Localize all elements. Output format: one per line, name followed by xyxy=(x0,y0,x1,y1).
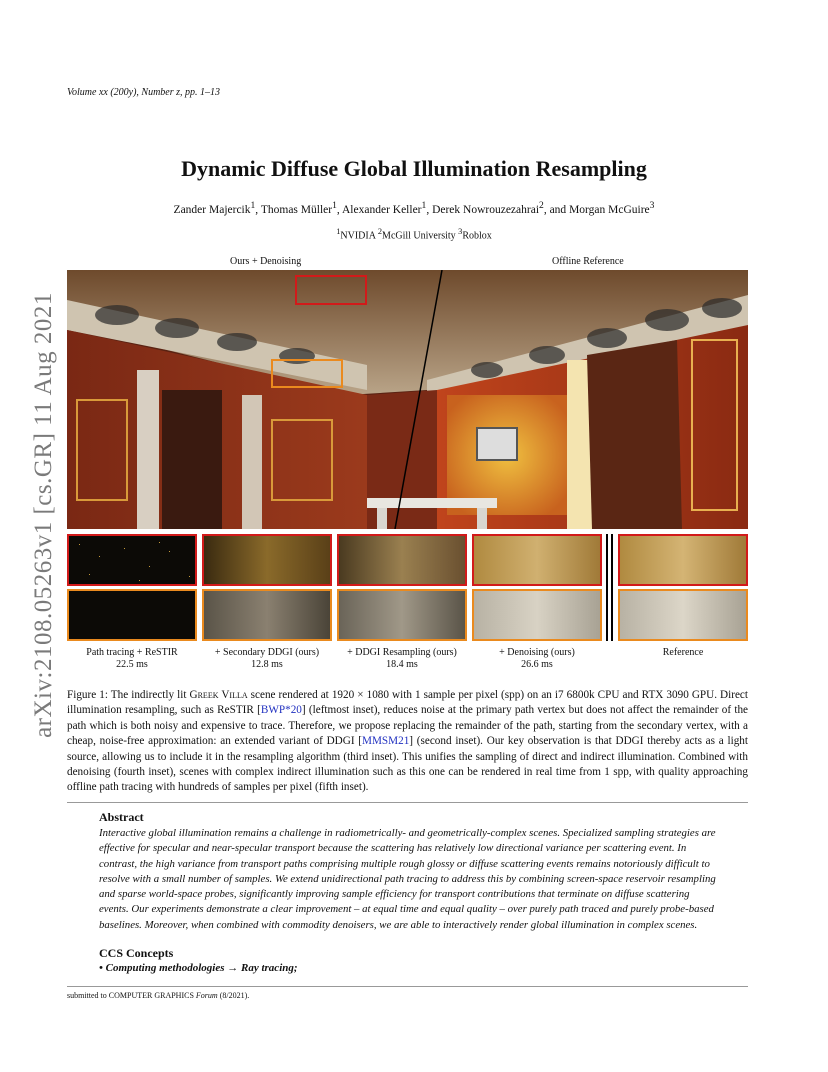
inset-secondary-ddgi-orange xyxy=(202,589,332,641)
author-affil: 1 xyxy=(332,200,337,211)
affil-name: Roblox xyxy=(462,230,492,242)
inset-label xyxy=(613,647,753,659)
inset-name: + Denoising (ours) xyxy=(499,647,575,658)
separator-line xyxy=(611,534,613,641)
divider xyxy=(67,986,748,987)
ccs-subitem: Ray tracing; xyxy=(241,962,298,974)
figure-caption xyxy=(67,688,748,796)
affil-sup: 3 xyxy=(458,227,463,236)
caption-text: Figure 1: The indirectly lit xyxy=(67,689,190,701)
inset-name: + DDGI Resampling (ours) xyxy=(347,647,457,658)
author-affil: 1 xyxy=(250,200,256,211)
scene-render-image xyxy=(67,270,748,529)
inset-label xyxy=(62,647,202,671)
inset-time: 22.5 ms xyxy=(116,659,148,670)
author-name: Derek Nowrouzezahrai xyxy=(432,203,540,216)
author-name: Morgan McGuire xyxy=(569,203,650,216)
page-footer xyxy=(67,991,249,1000)
figure-right-label: Offline Reference xyxy=(552,256,624,267)
author-affil: 2 xyxy=(539,200,544,211)
inset-time: 18.4 ms xyxy=(386,659,418,670)
arrow-icon: → xyxy=(227,962,239,974)
bullet: • xyxy=(99,962,103,974)
affil-name: NVIDIA xyxy=(340,230,376,242)
inset-name: Reference xyxy=(662,647,704,658)
inset-label xyxy=(467,647,607,671)
affil-sup: 1 xyxy=(336,227,341,236)
caption-text: ] (second inset). Our key observation is that DDGI thereby acts as a light source, allowing us to include it in the resampling algorithm (third inset). This unifies the sampling of direct and indirect illumination. Combined with denoising (fourth inset), scenes with complex indirect illumination such as this one can be rendered in real time from 1 spp, with quality approaching offline path tracing with hundreds of samples per pixel (fifth inset). xyxy=(67,735,748,794)
affil-name: McGill University xyxy=(382,230,456,242)
affiliations xyxy=(0,227,828,241)
caption-scene-name: Greek Villa xyxy=(189,689,248,701)
inset-ddgi-resampling-red xyxy=(337,534,467,586)
ccs-heading: CCS Concepts xyxy=(99,946,174,960)
affil-sup: 2 xyxy=(377,227,383,236)
figure-left-label: Ours + Denoising xyxy=(230,256,302,267)
noise-pattern xyxy=(69,536,197,586)
inset-time: 12.8 ms xyxy=(251,659,283,670)
inset-name: + Secondary DDGI (ours) xyxy=(214,647,320,658)
inset-label xyxy=(197,647,337,671)
author-name: Thomas Müller xyxy=(260,203,333,216)
inset-label xyxy=(332,647,472,671)
caption-text: ] (leftmost inset), reduces noise at the primary path vertex but does not affect the remainder of the path which is both noisy and expensive to trace. Therefore, we propose replacing the remainder of the path, starting from the secondary vertex, with a cheap, noise-free approximation: an extended variant of DDGI [ xyxy=(67,704,748,748)
inset-time: 26.6 ms xyxy=(521,659,553,670)
citation-link[interactable]: BWP*20 xyxy=(260,704,302,717)
inset-reference-orange xyxy=(618,589,748,641)
inset-pathtracing-orange xyxy=(67,589,197,641)
author-affil: 3 xyxy=(649,200,655,211)
author-name: Alexander Keller xyxy=(342,203,422,216)
abstract-text: Interactive global illumination remains a challenge in radiometrically- and geometrically-complex scenes. Specialized sampling strategies are effective for specular and near-specular transport because the scattering has relatively low directional variance per scattering event. In contrast, the high variance from transport paths comprising multiple rough glossy or diffuse scattering events remains notoriously difficult to resolve with a small number of samples. We extend unidirectional path tracing to address this by combining screen-space reservoir resampling and sparse world-space probes, significantly improving sample efficiency for transport contributions that terminate on diffuse scattering events. Our experiments demonstrate a clear improvement – at equal time and equal quality – over purely path traced and purely probe-based baselines. Moreover, when combined with commodity denoisers, we are able to interactively render global illumination in complex scenes. xyxy=(99,827,716,931)
caption-text: scene rendered at 1920 × 1080 with 1 sample per pixel (spp) on an i7 6800k CPU and RTX 3090 GPU. Direct illumination resampling, such as ReSTIR [ xyxy=(67,689,748,717)
scene-illustration xyxy=(67,270,748,529)
footer-tail: (8/2021). xyxy=(217,991,250,1000)
divider xyxy=(67,802,748,803)
journal-header: Volume xx (200y), Number z, pp. 1–13 xyxy=(67,87,221,98)
separator-line xyxy=(606,534,608,641)
author-affil: 1 xyxy=(421,200,427,211)
inset-denoising-red xyxy=(472,534,602,586)
inset-reference-red xyxy=(618,534,748,586)
ccs-item: Computing methodologies xyxy=(105,962,225,974)
citation-link[interactable]: MMSM21 xyxy=(362,735,410,748)
inset-pathtracing-red xyxy=(67,534,197,586)
inset-ddgi-resampling-orange xyxy=(337,589,467,641)
author-name: Zander Majercik xyxy=(173,203,251,216)
footer-italic: Forum xyxy=(195,991,218,1000)
paper-title: Dynamic Diffuse Global Illumination Resampling xyxy=(181,156,647,181)
footer-text: submitted to COMPUTER GRAPHICS xyxy=(67,991,196,1000)
inset-denoising-orange xyxy=(472,589,602,641)
arxiv-stamp: arXiv:2108.05263v1 [cs.GR] 11 Aug 2021 xyxy=(30,292,57,738)
inset-secondary-ddgi-red xyxy=(202,534,332,586)
inset-name: Path tracing + ReSTIR xyxy=(86,647,178,658)
author-list: Zander Majercik$^1$, Thomas Müller$^1$, Alexander Keller$^1$, Derek Nowrouzezahrai$^2$, and Morgan McGuire$^3$ xyxy=(173,200,655,216)
ccs-concept xyxy=(99,962,298,974)
abstract-heading: Abstract xyxy=(99,810,144,824)
